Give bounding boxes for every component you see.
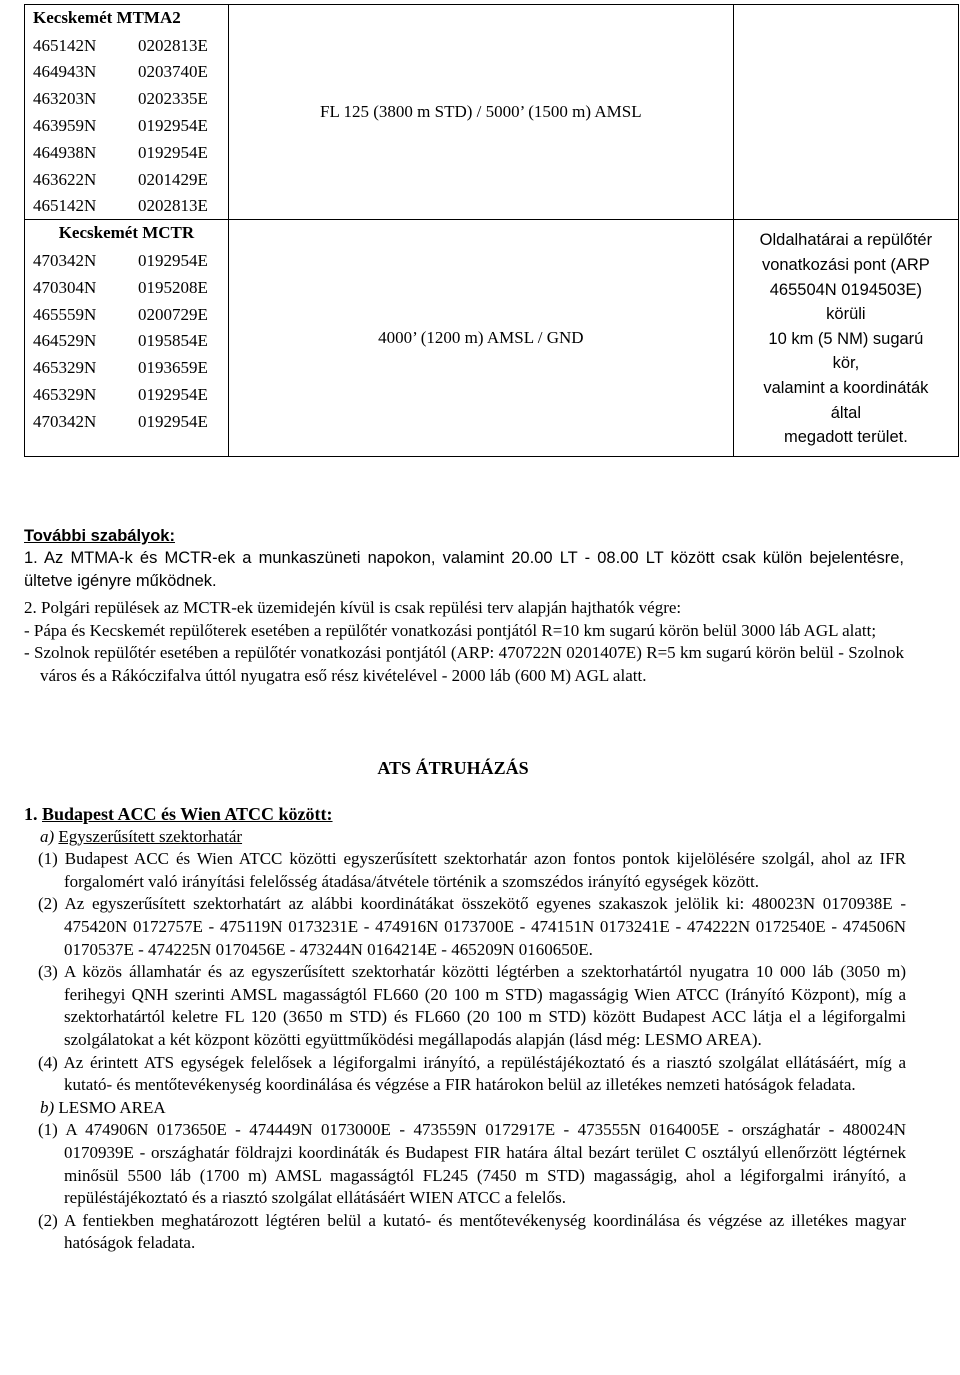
longitude: 0195854E: [138, 331, 208, 351]
longitude: 0201429E: [138, 169, 208, 189]
mctr-description-cell: [733, 220, 958, 456]
mctr-description-line: valamint a koordináták: [763, 378, 929, 397]
subsection-b-item-1: (1) A 474906N 0173650E - 474449N 0173000E - 473559N 0172917E - 473555N 0164005E - országhatár - 480024N 0170939E - országhatár földrajzi koordináták és Budapest FIR határa által bezárt terület C osztályú ellenőrzött légtérnek minősül 5500 láb (1700 m) AMSL magasságtól FL245 (7450 m STD) magasságig, ahol a légiforgalmi irányító, a repüléstájékoztató és a riasztó szolgálat ellátásáért WIEN ATCC a felelős.: [38, 1120, 906, 1208]
mctr-description: [734, 220, 958, 455]
longitude: 0193659E: [138, 358, 208, 378]
longitude: 0202813E: [138, 196, 208, 216]
rule-2-item-papa-kecskemet: - Pápa és Kecskemét repülőterek esetében a repülőtér vonatkozási pontjától R=10 km sugarú körön belül 3000 láb AGL alatt;: [24, 620, 877, 640]
mtma-coordinates-cell: [25, 5, 229, 220]
mctr-coordinate-row: [25, 301, 228, 328]
subsection-a-label: a): [40, 826, 55, 846]
mctr-coordinate-row: [25, 328, 228, 355]
subsection-a-item-3: (3) A közös államhatár és az egyszerűsített szektorhatár közötti légtérben a szektorhatártól nyugatra 10 000 láb (3050 m) ferihegyi QNH szerinti AMSL magasságtól FL660 (20 100 m STD) magasságig Wien ATCC (Irányító Központ), míg a szektorhatártól keletre FL 120 (3650 m STD) és FL660 (20 100 m STD) között Budapest ACC látja el a légiforgalmi szolgálatokat a két központ közötti együttműködési megállapodás alapján (lásd még: LESMO AREA).: [38, 962, 906, 1049]
mtma-coordinate-row: [25, 32, 228, 59]
mtma-coordinate-row: [25, 166, 228, 193]
latitude: 463959N: [33, 116, 97, 136]
further-rules: [24, 525, 904, 592]
latitude: 463203N: [33, 89, 97, 109]
mtma-coordinate-list: [25, 32, 228, 220]
longitude: 0200729E: [138, 304, 208, 324]
mctr-description-line: Oldalhatárai a repülőtér: [759, 231, 933, 250]
subsection-a-item-2: (2) Az egyszerűsített szektorhatárt az alábbi koordinátákat összekötő egyenes szakaszok jelölik ki: 480023N 0170938E - 475420N 0172757E - 475119N 0173231E - 474916N 0173700E - 474151N 0173241E - 474222N 0172540E - 474506N 0170537E - 474225N 0170456E - 473244N 0164214E - 465209N 0160650E.: [38, 894, 906, 959]
mctr-coordinate-row: [25, 247, 228, 274]
longitude: 0192954E: [138, 116, 208, 136]
subsection-a-item-4: (4) Az érintett ATS egységek felelősek a légiforgalmi irányító, a repüléstájékoztató és a riasztó szolgálat ellátásáért, míg a kutató- és mentőtevékenység koordinálása és végzése a FIR határokon belül az illetékes nemzeti hatóságok feladata.: [38, 1052, 906, 1095]
latitude: 465329N: [33, 358, 97, 378]
mtma-coordinate-row: [25, 112, 228, 139]
mctr-coordinate-row: [25, 408, 228, 435]
mctr-description-line: megadott terület.: [783, 428, 908, 447]
latitude: 465559N: [33, 304, 97, 324]
mctr-coordinate-row: [25, 274, 228, 301]
mctr-description-line: 10 km (5 NM) sugarú: [768, 329, 924, 348]
mctr-coordinate-list: [25, 247, 228, 435]
mtma-remarks-cell: [733, 5, 958, 220]
latitude: 463622N: [33, 169, 97, 189]
longitude: 0192954E: [138, 142, 208, 162]
latitude: 464943N: [33, 62, 97, 82]
further-rules-heading: További szabályok:: [24, 527, 175, 545]
latitude: 464529N: [33, 331, 97, 351]
mtma-coordinate-row: [25, 85, 228, 112]
mctr-name: Kecskemét MCTR: [58, 223, 195, 243]
longitude: 0192954E: [138, 251, 208, 271]
mtma-coordinate-row: [25, 193, 228, 220]
latitude: 465142N: [33, 35, 97, 55]
longitude: 0202813E: [138, 35, 208, 55]
subsection-a-title: Egyszerűsített szektorhatár: [58, 826, 243, 846]
rule-1: 1. Az MTMA-k és MCTR-ek a munkaszüneti napokon, valamint 20.00 LT - 08.00 LT között csak külön bejelentésre, ültetve igényre működnek.: [24, 549, 904, 590]
mctr-coordinates-cell: [25, 220, 229, 456]
section-1-number: 1.: [24, 804, 38, 824]
subsection-b-label: b): [40, 1097, 55, 1117]
latitude: 465142N: [33, 196, 97, 216]
mctr-description-line: által: [830, 403, 862, 422]
mctr-description-line: körüli: [826, 305, 866, 324]
longitude: 0192954E: [138, 411, 208, 431]
rule-2-item-szolnok: - Szolnok repülőtér esetében a repülőtér vonatkozási pontjától (ARP: 470722N 0201407E) R=5 km sugarú körön belül - Szolnok város és a Rákóczifalva úttól nyugatra eső rész kivételével - 2000 láb (600 M) AGL alatt.: [24, 643, 904, 685]
longitude: 0203740E: [138, 62, 208, 82]
longitude: 0192954E: [138, 385, 208, 405]
subsection-b-item-2: (2) A fentiekben meghatározott légtéren belül a kutató- és mentőtevékenység koordinálása és végzése az illetékes magyar hatóságok feladata.: [38, 1210, 906, 1253]
section-1-title: Budapest ACC és Wien ATCC között:: [42, 804, 333, 824]
mctr-description-line: vonatkozási pont (ARP: [761, 255, 930, 274]
mctr-coordinate-row: [25, 354, 228, 381]
longitude: 0202335E: [138, 89, 208, 109]
rule-2-block: [24, 597, 904, 687]
mctr-description-line: kör,: [832, 354, 860, 373]
subsection-b-title: LESMO AREA: [58, 1097, 166, 1117]
rule-2: 2. Polgári repülések az MCTR-ek üzemidején kívül is csak repülési terv alapján hajthatók végre:: [24, 598, 682, 617]
mctr-coordinate-row: [25, 381, 228, 408]
section-1-heading: [24, 803, 906, 826]
longitude: 0195208E: [138, 277, 208, 297]
mtma-coordinate-row: [25, 59, 228, 86]
latitude: 470304N: [33, 277, 97, 297]
subsection-b-heading: [24, 1097, 906, 1120]
ats-section-1: [24, 803, 906, 1255]
mctr-vertical-limits: 4000’ (1200 m) AMSL / GND: [378, 328, 584, 348]
mtma-coordinate-row: [25, 139, 228, 166]
latitude: 465329N: [33, 385, 97, 405]
mtma-limits-cell: [228, 5, 733, 220]
mtma-vertical-limits: FL 125 (3800 m STD) / 5000’ (1500 m) AMSL: [320, 102, 642, 122]
subsection-a-heading: [24, 826, 906, 849]
ats-transfer-title: ATS ÁTRUHÁZÁS: [377, 758, 529, 778]
mctr-description-line: 465504N 0194503E): [769, 280, 923, 299]
latitude: 470342N: [33, 251, 97, 271]
latitude: 464938N: [33, 142, 97, 162]
mtma-name: Kecskemét MTMA2: [33, 8, 181, 27]
subsection-a-item-1: (1) Budapest ACC és Wien ATCC közötti egyszerűsített szektorhatár azon fontos pontok kijelölésére szolgál, ahol az IFR forgalomért való irányítási felelősség átadása/átvétele történik a szomszédos irányító egységek között.: [38, 849, 906, 891]
mctr-limits-cell: [228, 220, 733, 456]
latitude: 470342N: [33, 411, 97, 431]
airspace-table: [24, 4, 959, 457]
